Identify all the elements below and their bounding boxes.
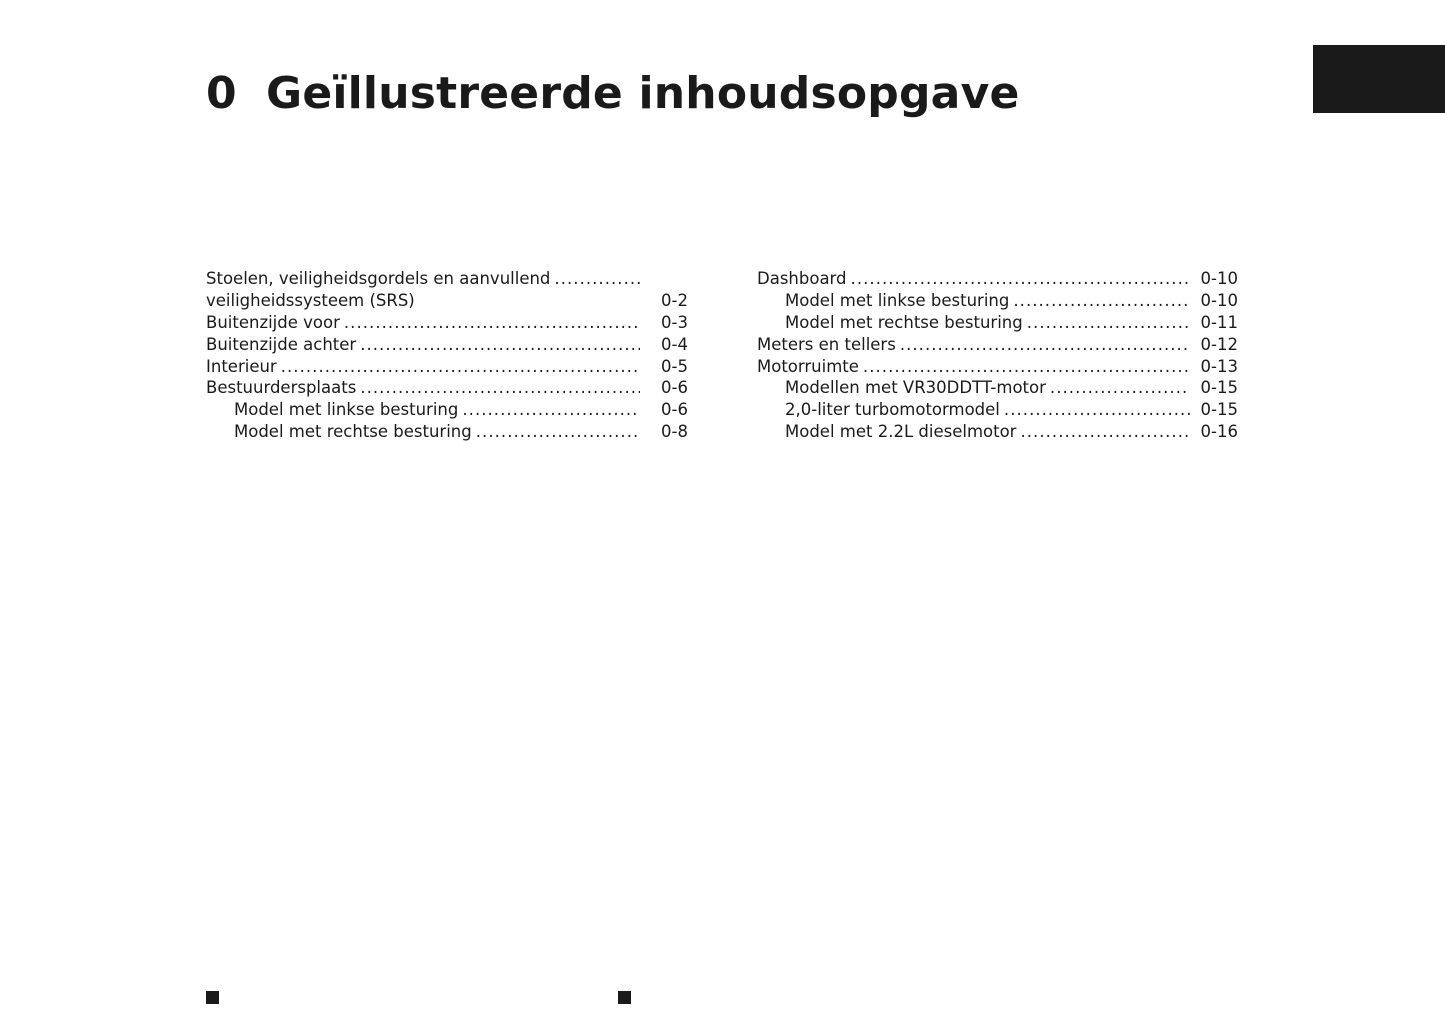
- toc-entry-label: Model met rechtse besturing: [234, 422, 472, 442]
- toc-entry-label: Stoelen, veiligheidsgordels en aanvullend veiligheidssysteem (SRS): [206, 268, 551, 310]
- page-title: [206, 62, 1020, 126]
- toc-entry-page: 0-8: [661, 422, 688, 442]
- toc-entry[interactable]: [206, 334, 688, 356]
- dot-leader: [1020, 421, 1190, 443]
- toc-entry-label: 2,0-liter turbomotormodel: [785, 400, 1000, 420]
- toc-entry-label: Buitenzijde achter: [206, 334, 357, 354]
- toc-entry[interactable]: [206, 312, 688, 334]
- dot-leader: [863, 356, 1190, 378]
- dot-leader: [1027, 312, 1190, 334]
- toc-entry[interactable]: [206, 377, 688, 399]
- dot-leader: [360, 334, 640, 356]
- chapter-title-text: Geïllustreerde inhoudsopgave: [266, 68, 1020, 119]
- toc-subentry[interactable]: [206, 399, 688, 421]
- toc-entry-label: Modellen met VR30DDTT-motor: [785, 378, 1046, 398]
- dot-leader: [360, 377, 640, 399]
- toc-entry-page: 0-11: [1200, 312, 1238, 332]
- toc-entry-page: 0-10: [1200, 290, 1238, 310]
- dot-leader: [1013, 290, 1190, 312]
- toc-entry-page: 0-3: [661, 312, 688, 332]
- toc-entry[interactable]: [757, 334, 1238, 356]
- crop-mark: [618, 991, 631, 1004]
- toc-subentry[interactable]: [757, 377, 1238, 399]
- toc-entry-page: 0-4: [661, 334, 688, 354]
- toc-entry-label: Model met linkse besturing: [785, 290, 1010, 310]
- toc-entry-page: 0-16: [1200, 422, 1238, 442]
- dot-leader: [462, 399, 640, 421]
- dot-leader: [1004, 399, 1190, 421]
- dot-leader: [281, 356, 640, 378]
- toc-column-left: [206, 268, 688, 443]
- toc-subentry[interactable]: [206, 421, 688, 443]
- toc-entry-page: 0-15: [1200, 378, 1238, 398]
- toc-subentry[interactable]: [757, 421, 1238, 443]
- toc-entry-label: Buitenzijde voor: [206, 312, 340, 332]
- crop-mark: [206, 991, 219, 1004]
- toc-entry-page: 0-15: [1200, 400, 1238, 420]
- toc-entry-page: 0-12: [1200, 334, 1238, 354]
- chapter-number: 0: [206, 68, 237, 119]
- dot-leader: [344, 312, 640, 334]
- toc-subentry[interactable]: [757, 399, 1238, 421]
- toc-column-right: [757, 268, 1238, 443]
- dot-leader: [851, 268, 1190, 290]
- toc-entry-label: Interieur: [206, 356, 277, 376]
- toc-entry[interactable]: [757, 268, 1238, 290]
- dot-leader: [476, 421, 640, 443]
- chapter-tab-marker: [1313, 45, 1445, 113]
- toc-entry-label: Motorruimte: [757, 356, 859, 376]
- toc-entry-page: 0-10: [1200, 269, 1238, 288]
- toc-entry-label: Model met 2.2L dieselmotor: [785, 422, 1017, 442]
- toc-entry-page: 0-2: [661, 290, 688, 310]
- toc-entry-page: 0-6: [661, 378, 688, 398]
- dot-leader: [1050, 377, 1190, 399]
- toc-entry[interactable]: [206, 356, 688, 378]
- toc-entry-label: Bestuurdersplaats: [206, 378, 357, 398]
- toc-subentry[interactable]: [757, 312, 1238, 334]
- dot-leader: [554, 268, 640, 290]
- dot-leader: [900, 334, 1190, 356]
- toc-entry-page: 0-6: [661, 400, 688, 420]
- toc-entry-label: Model met rechtse besturing: [785, 312, 1023, 332]
- toc-entry-label: Model met linkse besturing: [234, 400, 459, 420]
- toc-entry[interactable]: [206, 268, 688, 312]
- toc-entry-label: Meters en tellers: [757, 334, 896, 354]
- toc-entry-label: Dashboard: [757, 269, 847, 288]
- toc-entry-page: 0-13: [1200, 356, 1238, 376]
- toc-entry-page: 0-5: [661, 356, 688, 376]
- toc-subentry[interactable]: [757, 290, 1238, 312]
- toc-entry[interactable]: [757, 356, 1238, 378]
